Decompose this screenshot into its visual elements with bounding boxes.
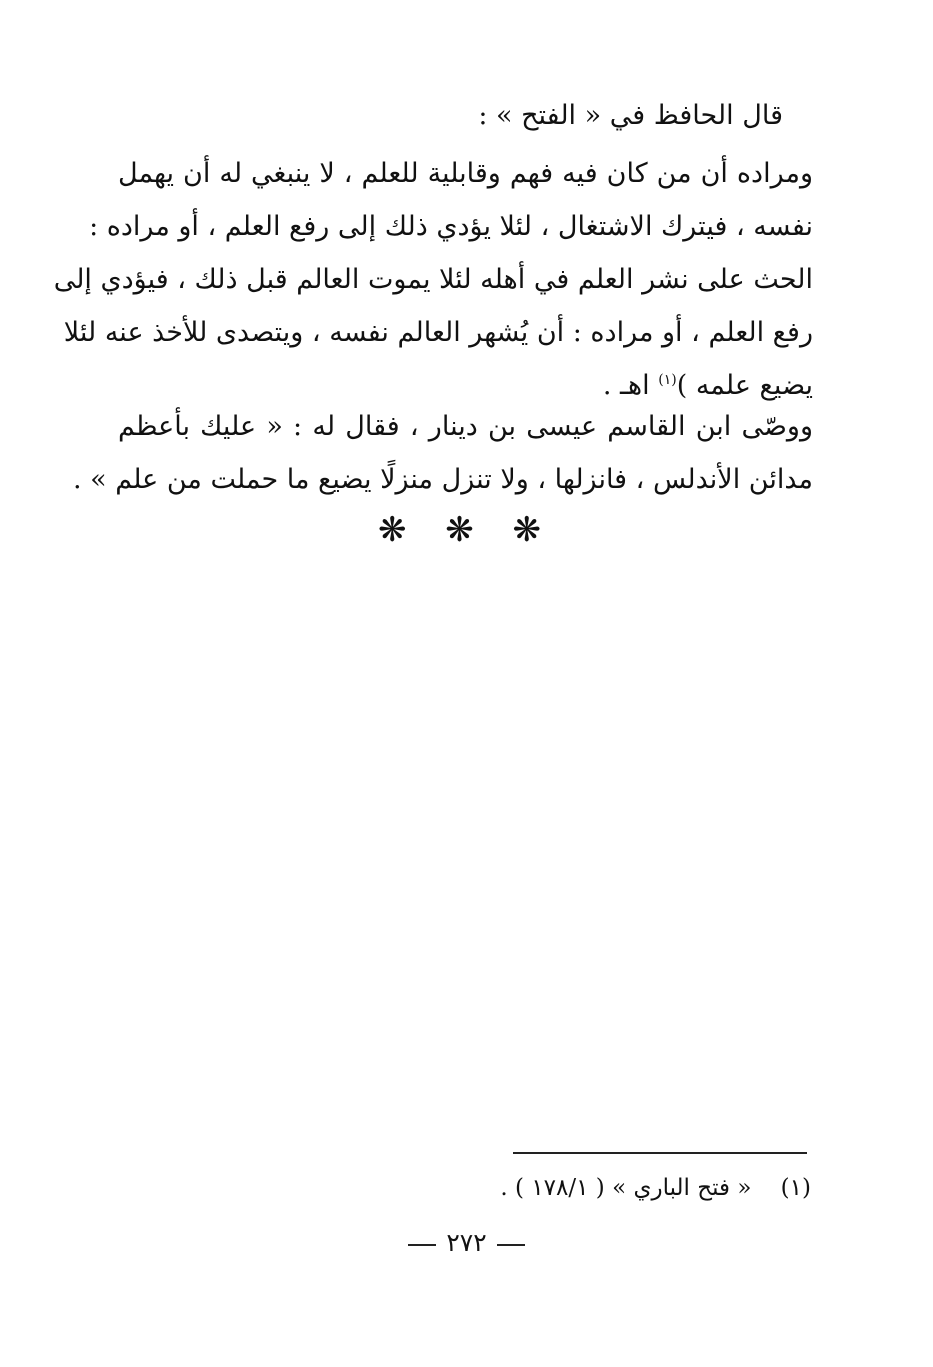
footnote-text: « فتح الباري » ( ١٧٨/١ ) . xyxy=(500,1175,752,1201)
paragraph-1-last-text: يضيع علمه ) xyxy=(676,370,813,401)
paragraph-1-line-1: ومراده أن من كان فيه فهم وقابلية للعلم ، لا ينبغي له أن يهمل xyxy=(118,158,813,189)
paragraph-1-ending: اهـ . xyxy=(602,370,659,401)
paragraph-2-line-1: ووصّى ابن القاسم عيسى بن دينار ، فقال له : « عليك بأعظم xyxy=(118,411,813,442)
paragraph-1-line-2: نفسه ، فيترك الاشتغال ، لئلا يؤدي ذلك إلى رفع العلم ، أو مراده : xyxy=(89,211,813,242)
intro-line: قال الحافظ في « الفتح » : xyxy=(478,100,783,131)
paragraph-1-line-3: الحث على نشر العلم في أهله لئلا يموت العالم قبل ذلك ، فيؤدي إلى xyxy=(53,264,813,295)
footnote xyxy=(500,1168,811,1208)
page-number-dash-right xyxy=(497,1244,525,1246)
paragraph-2-line-2: مدائن الأندلس ، فانزلها ، ولا تنزل منزلًا يضيع ما حملت من علم » . xyxy=(72,464,813,495)
page-number-line xyxy=(0,1228,933,1257)
paragraph-2 xyxy=(72,400,813,506)
page-number: ٢٧٢ xyxy=(446,1228,487,1257)
page-number-dash-left xyxy=(408,1244,436,1246)
footnote-reference: (١) xyxy=(658,372,677,388)
paragraph-1-line-4: رفع العلم ، أو مراده : أن يُشهر العالم نفسه ، ويتصدى للأخذ عنه لئلا xyxy=(63,317,813,348)
footnote-marker: (١) xyxy=(780,1175,811,1201)
section-separator: ❋ ❋ ❋ xyxy=(377,510,556,550)
paragraph-1 xyxy=(53,147,813,412)
footnote-divider xyxy=(513,1152,807,1154)
